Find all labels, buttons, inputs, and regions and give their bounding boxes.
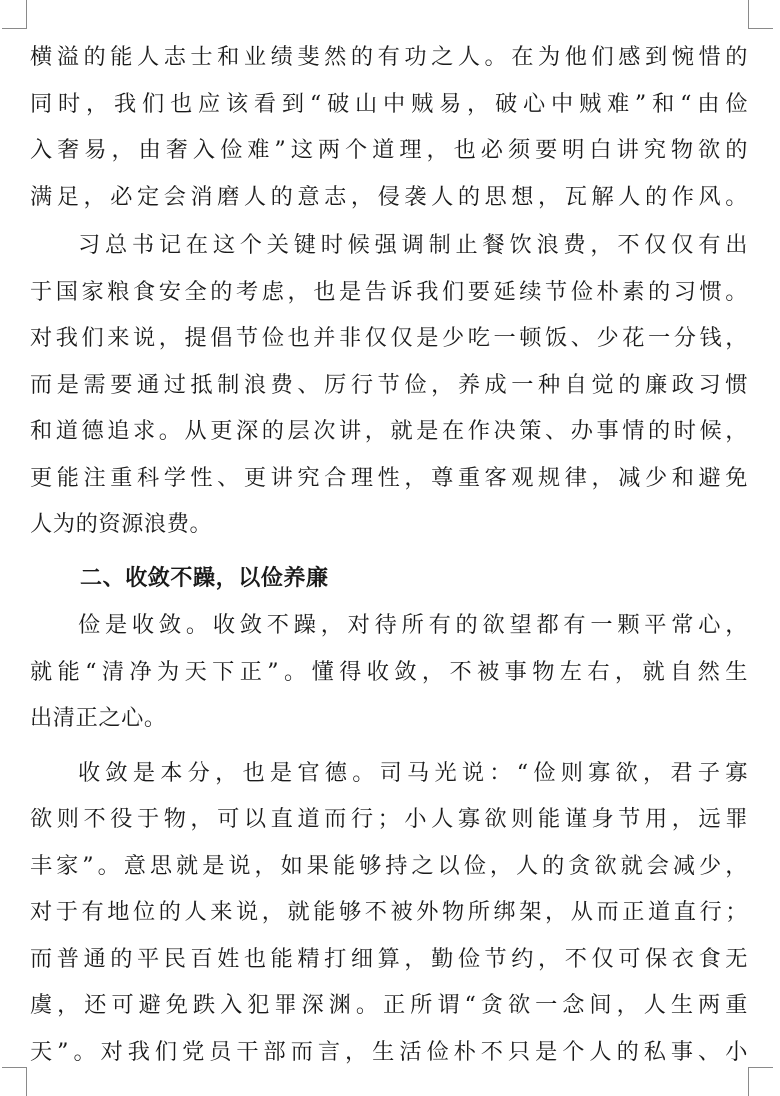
text-line: 而普通的平民百姓也能精打细算，勤俭节约，不仅可保衣食无 bbox=[30, 945, 748, 972]
text-line: 人为的资源浪费。 bbox=[30, 511, 213, 537]
text-line: 更能注重科学性、更讲究合理性，尊重客观规律，减少和避免 bbox=[30, 464, 748, 491]
text-line: 欲则不役于物，可以直道而行；小人寡欲则能谨身节用，远罪 bbox=[30, 806, 748, 832]
text-line: 虞，还可避免跌入犯罪深渊。正所谓“贪欲一念间，人生两重 bbox=[30, 992, 748, 1018]
text-line: 天”。对我们党员干部而言，生活俭朴不只是个人的私事、小 bbox=[30, 1038, 748, 1065]
crop-mark-top-left bbox=[2, 0, 27, 29]
text-line: 对我们来说，提倡节俭也并非仅仅是少吃一顿饭、少花一分钱， bbox=[30, 325, 748, 351]
paragraph-first-line: 收敛是本分，也是官德。司马光说：“俭则寡欲，君子寡 bbox=[78, 759, 748, 786]
paragraph-first-line: 习总书记在这个关键时候强调制止餐饮浪费，不仅仅有出 bbox=[78, 232, 748, 258]
text-line: 对于有地位的人来说，就能够不被外物所绑架，从而正道直行； bbox=[30, 899, 748, 925]
text-line: 横溢的能人志士和业绩斐然的有功之人。在为他们感到惋惜的 bbox=[30, 44, 748, 70]
section-heading: 二、收敛不躁，以俭养廉 bbox=[80, 565, 329, 591]
crop-mark-bottom-left bbox=[2, 1067, 27, 1096]
text-line: 出清正之心。 bbox=[30, 705, 167, 731]
text-line: 就能“清净为天下正”。懂得收敛，不被事物左右，就自然生 bbox=[30, 658, 748, 685]
crop-mark-top-right bbox=[748, 0, 773, 29]
text-line: 而是需要通过抵制浪费、厉行节俭，养成一种自觉的廉政习惯 bbox=[30, 371, 748, 398]
document-body bbox=[30, 34, 748, 1075]
text-line: 入奢易，由奢入俭难”这两个道理，也必须要明白讲究物欲的 bbox=[30, 137, 748, 163]
text-line: 于国家粮食安全的考虑，也是告诉我们要延续节俭朴素的习惯。 bbox=[30, 278, 748, 305]
text-line: 丰家”。意思就是说，如果能够持之以俭，人的贪欲就会减少， bbox=[30, 852, 748, 879]
paragraph-first-line: 俭是收敛。收敛不躁，对待所有的欲望都有一颗平常心， bbox=[78, 612, 748, 638]
text-line: 和道德追求。从更深的层次讲，就是在作决策、办事情的时候， bbox=[30, 418, 748, 444]
crop-mark-bottom-right bbox=[748, 1067, 773, 1096]
text-line: 满足，必定会消磨人的意志，侵袭人的思想，瓦解人的作风。 bbox=[30, 183, 748, 210]
text-line: 同时，我们也应该看到“破山中贼易，破心中贼难”和“由俭 bbox=[30, 90, 748, 117]
